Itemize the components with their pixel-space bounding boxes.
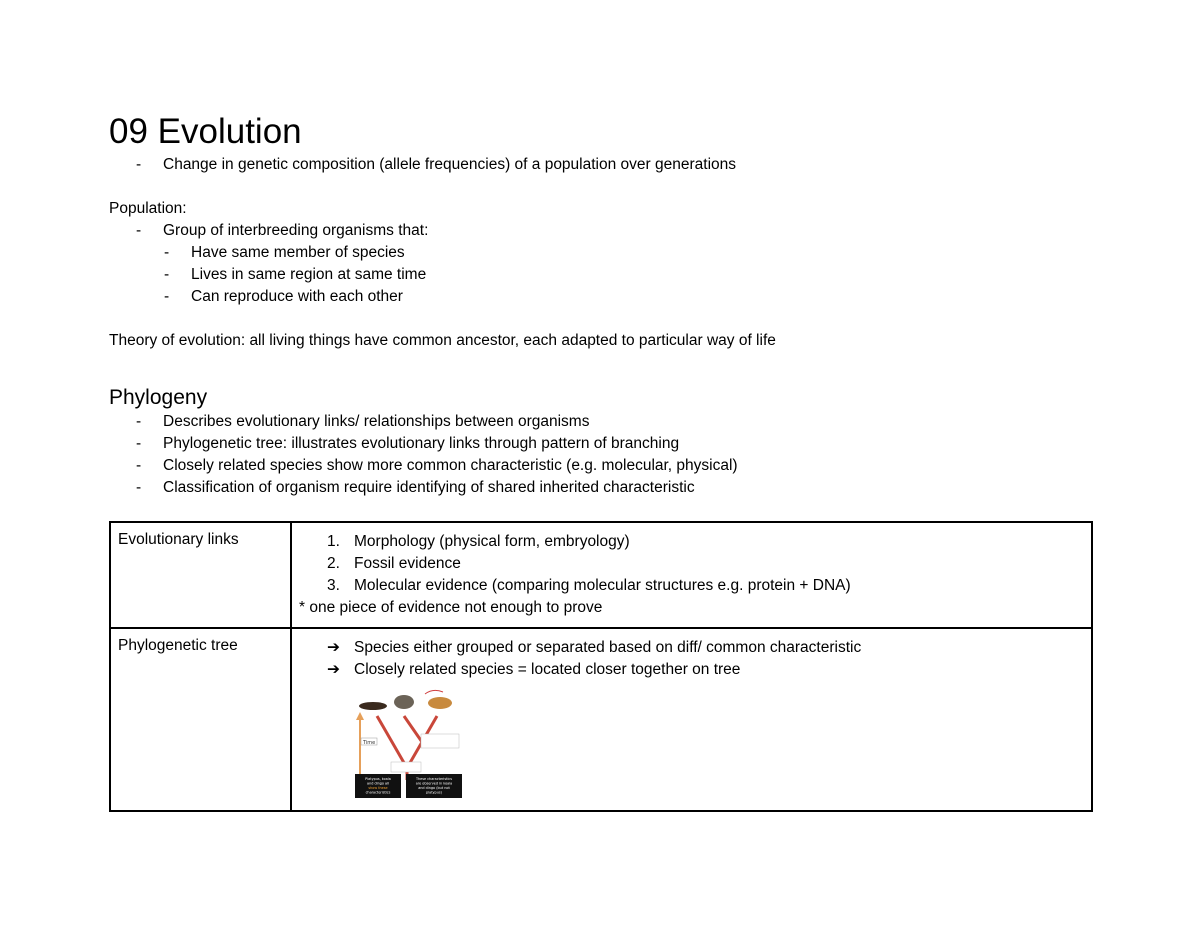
annotation-box: [391, 762, 421, 772]
list-item-text: Morphology (physical form, embryology): [354, 533, 630, 550]
list-item: [299, 575, 1091, 597]
arrow-icon: ➔: [327, 661, 340, 678]
phylogeny-item: [109, 433, 1094, 455]
phylogeny-item: [109, 411, 1094, 433]
list-item: [299, 531, 1091, 553]
population-subitem: [109, 242, 1094, 264]
population-heading: Population:: [109, 200, 187, 217]
page-title: 09 Evolution: [109, 112, 302, 151]
list-item: [299, 637, 1091, 659]
list-item-text: Closely related species = located closer together on tree: [354, 661, 741, 678]
list-item-text: Fossil evidence: [354, 555, 461, 572]
theory-text: Theory of evolution: all living things have common ancestor, each adapted to particular way of life: [109, 332, 776, 349]
population-subitem: [109, 286, 1094, 308]
bullet-dash: -: [136, 479, 142, 496]
list-item-text: Molecular evidence (comparing molecular structures e.g. protein + DNA): [354, 577, 851, 594]
phylogeny-item-text: Classification of organism require identifying of shared inherited characteristic: [163, 479, 695, 496]
koala-icon: [394, 695, 414, 709]
annotation-box: [421, 734, 459, 748]
bullet-dash: -: [164, 288, 170, 305]
bullet-dash: -: [136, 435, 142, 452]
arrow-curve-icon: [425, 690, 443, 694]
evidence-note: * one piece of evidence not enough to prove: [299, 599, 603, 616]
list-number: 2.: [327, 555, 340, 572]
phylogeny-item: [109, 455, 1094, 477]
tree-branch: [404, 716, 422, 742]
document-page: [109, 110, 1094, 812]
list-number: 1.: [327, 533, 340, 550]
platypus-icon: [359, 702, 387, 710]
phylogeny-heading: Phylogeny: [109, 386, 208, 409]
list-item: [299, 659, 1091, 681]
population-subitem-text: Have same member of species: [191, 244, 405, 261]
dingo-icon: [428, 697, 452, 709]
population-item-text: Group of interbreeding organisms that:: [163, 222, 429, 239]
row-content: [291, 628, 1092, 811]
bullet-dash: -: [136, 457, 142, 474]
phylogeny-item-text: Phylogenetic tree: illustrates evolutionary links through pattern of branching: [163, 435, 680, 452]
bullet-dash: -: [164, 266, 170, 283]
bullet-dash: -: [136, 222, 142, 239]
table-row: [110, 522, 1092, 628]
population-subitem: [109, 264, 1094, 286]
caption-right-text: These characteristics are observed in koala and dingo (but not platypus): [415, 777, 453, 795]
population-subitem-text: Lives in same region at same time: [191, 266, 427, 283]
phylogeny-item: [109, 477, 1094, 499]
list-item-text: Species either grouped or separated based on diff/ common characteristic: [354, 639, 862, 656]
evidence-table: [109, 521, 1093, 812]
arrow-icon: ➔: [327, 639, 340, 656]
row-content: [291, 522, 1092, 628]
time-label: Time: [363, 740, 376, 746]
row-label: Phylogenetic tree: [110, 628, 291, 811]
bullet-dash: -: [164, 244, 170, 261]
time-arrowhead-icon: [356, 712, 364, 720]
tree-branch: [377, 716, 407, 768]
definition-item: [109, 154, 1094, 176]
table-row: [110, 628, 1092, 811]
caption-left-text: Platypus, koala and dingo all show these characteristics: [365, 777, 391, 795]
row-label: Evolutionary links: [110, 522, 291, 628]
phylogeny-item-text: Describes evolutionary links/ relationships between organisms: [163, 413, 590, 430]
phylogeny-item-text: Closely related species show more common characteristic (e.g. molecular, physical): [163, 457, 738, 474]
population-subitem-text: Can reproduce with each other: [191, 288, 403, 305]
bullet-dash: -: [136, 413, 142, 430]
bullet-dash: -: [136, 156, 142, 173]
list-number: 3.: [327, 577, 340, 594]
phylogenetic-tree-figure: [355, 688, 467, 798]
list-item: [299, 553, 1091, 575]
definition-text: Change in genetic composition (allele frequencies) of a population over generations: [163, 156, 737, 173]
population-item: [109, 220, 1094, 242]
phylogenetic-tree-image: [355, 688, 467, 798]
